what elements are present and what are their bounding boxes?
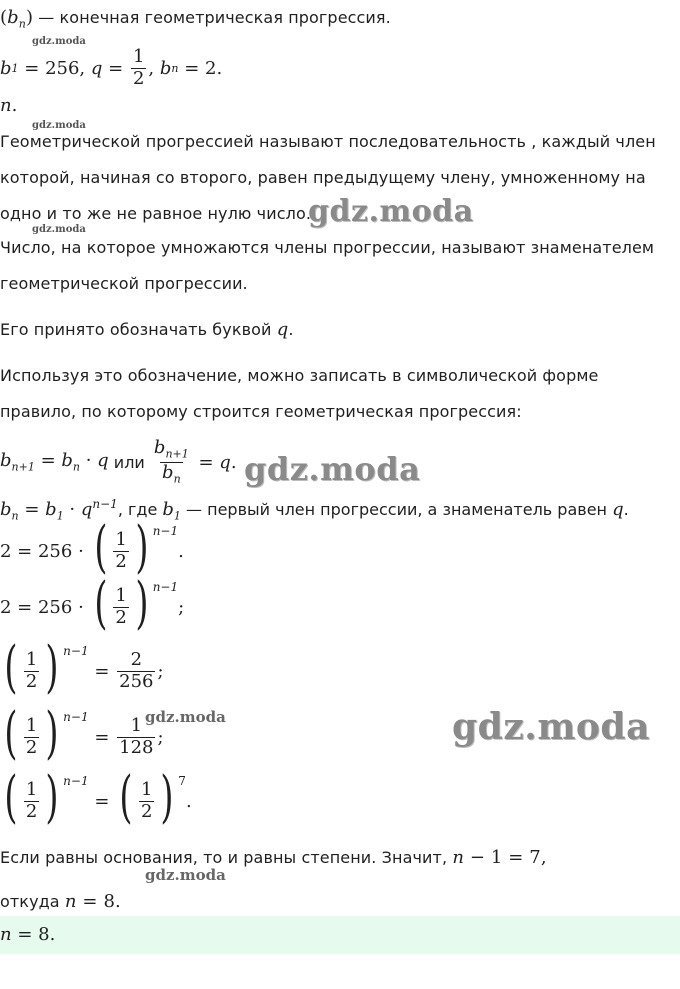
eq1-lhs: 2 (0, 540, 12, 562)
watermark-small: gdz.moda (32, 120, 86, 131)
watermark-small: gdz.moda (32, 36, 86, 47)
q-fraction (131, 47, 146, 89)
notation-line: Его принято обозначать буквой q. (0, 319, 294, 340)
notation-text: Его принято обозначать буквой (0, 320, 272, 339)
conclusion-text-1: Если равны основания, то и равны степени. Значит, (0, 848, 448, 867)
q-denominator: 2 (132, 67, 145, 89)
eq1-num: 1 (115, 528, 127, 550)
given-values: b 1 = 256 , q = $\frac{1}{2}$ , b n = 2 . (0, 45, 223, 89)
eq5-exponent: n−1 (63, 774, 89, 788)
watermark-medium: gdz.moda (145, 708, 226, 726)
eq5-power: 7 (178, 774, 186, 788)
general-term-formula: $b_n = b_1 \cdot q^{n-1}$, где $b_1$ — первый член прогрессии, а знаменатель равен q. (0, 497, 629, 523)
symbolic-line-2: правило, по которому строится геометрическая прогрессия: (0, 402, 522, 421)
n-value: 8 (103, 891, 115, 912)
eq5-rhs-den: 2 (140, 800, 153, 822)
watermark-medium: gdz.moda (145, 866, 226, 884)
eq4-rhs-num: 1 (130, 714, 143, 736)
recurrence-formula: $b_{n+1} = b_n \cdot q$ или $\frac{b_{n+1}}{b_n}$ = q. (0, 437, 237, 486)
equation-2: 2 = 256 · ( $\frac{1}{2}$ ) $^{n-1}$ ; (0, 571, 185, 636)
or-word: или (113, 452, 145, 472)
bn-value: 2 (205, 57, 217, 79)
conclusion-text-2: откуда (0, 892, 60, 911)
definition-line-5: геометрической прогрессии. (0, 274, 248, 293)
watermark-big: gdz.moda (452, 706, 650, 748)
definition-line-4: Число, на которое умножаются члены прогрессии, называют знаменателем (0, 238, 655, 257)
equation-5: ( $\frac{1}{2}$ ) $^{n-1}$ = ( $\frac{1}{2}$ ) $^7$ . (4, 765, 192, 830)
eq2-b1: 256 (37, 596, 73, 618)
n-minus-1-value: 7 (529, 847, 541, 868)
eq3-den: 2 (25, 670, 38, 692)
definition-line-3: одно и то же не равное нулю число. (0, 204, 312, 223)
intro-text: — конечная геометрическая прогрессия. (38, 8, 391, 27)
eq4-num: 1 (25, 714, 38, 736)
eq4-exponent: n−1 (63, 710, 89, 724)
eq1-den: 2 (115, 550, 127, 572)
conclusion-line-2: откуда n = 8. (0, 891, 121, 912)
eq3-num: 1 (25, 648, 38, 670)
formula-tail: , где (117, 500, 158, 519)
eq3-exponent: n−1 (63, 644, 89, 658)
conclusion-line-1: Если равны основания, то и равны степени. Значит, n − 1 = 7, (0, 847, 547, 868)
equation-4: ( $\frac{1}{2}$ ) $^{n-1}$ = $\frac{1}{128}$ ; (4, 701, 164, 766)
symbolic-line-1: Используя это обозначение, можно записать в символической форме (0, 366, 599, 385)
definition-line-2: которой, начиная со второго, равен предыдущему члену, умноженному на (0, 168, 646, 187)
answer-text: n = 8. (0, 924, 56, 945)
find-n: n. (0, 95, 18, 116)
eq5-num: 1 (25, 778, 38, 800)
watermark-small: gdz.moda (32, 224, 86, 235)
eq2-lhs: 2 (0, 596, 12, 618)
eq3-rhs-num: 2 (130, 648, 143, 670)
eq5-rhs-num: 1 (140, 778, 153, 800)
eq5-den: 2 (25, 800, 38, 822)
q-numerator: 1 (132, 45, 145, 67)
definition-line-1: Геометрической прогрессией называют последовательность , каждый член (0, 132, 656, 151)
equation-1: 2 = 256 · ( $\frac{1}{2}$ ) $^{n-1}$ . (0, 515, 184, 580)
formula-tail-2: — первый член прогрессии, а знаменатель равен (186, 500, 607, 519)
watermark-big: gdz.moda (244, 450, 421, 488)
eq2-num: 1 (115, 584, 127, 606)
eq4-den: 2 (25, 736, 38, 758)
ratio-fraction: $\frac{b_{n+1}}{b_n}$ (153, 437, 189, 486)
eq2-den: 2 (115, 606, 127, 628)
answer-box (0, 916, 680, 954)
b1-value: 256 (45, 57, 80, 79)
eq1-b1: 256 (37, 540, 73, 562)
eq2-exponent: n−1 (152, 580, 179, 594)
eq1-exponent: n−1 (152, 524, 179, 538)
equation-3: ( $\frac{1}{2}$ ) $^{n-1}$ = $\frac{2}{256}$ ; (4, 635, 164, 700)
eq3-rhs-den: 256 (119, 670, 154, 692)
watermark-big: gdz.moda (308, 194, 474, 229)
sequence-symbol: $(b_n)$ (0, 7, 34, 31)
eq4-rhs-den: 128 (119, 736, 154, 758)
answer-value: 8 (38, 924, 50, 945)
